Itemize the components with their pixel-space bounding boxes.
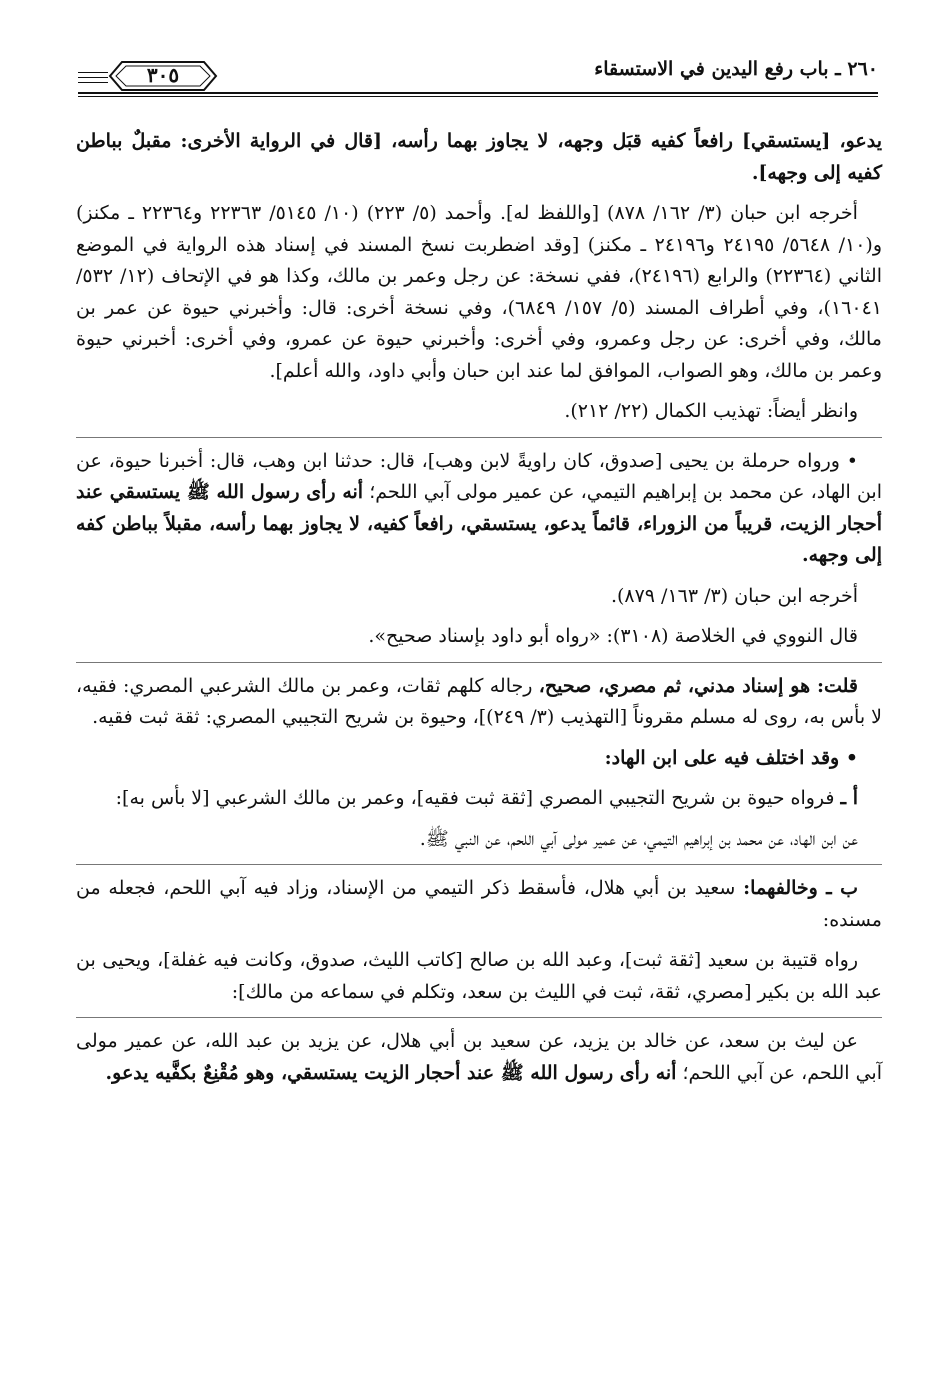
nawawi-text: قال النووي في الخلاصة (٣١٠٨): «رواه أبو داود بإسناد صحيح».	[368, 625, 858, 647]
paragraph-ibn-hibban	[76, 581, 882, 613]
running-title: ٢٦٠ ـ باب رفع اليدين في الاستسقاء	[594, 58, 878, 80]
paragraph-alif	[76, 783, 882, 815]
alif-text: فرواه حيوة بن شريح التجيبي المصري [ثقة ثبت فقيه]، وعمر بن مالك الشرعبي [لا بأس به]:	[115, 787, 835, 809]
paragraph-verdict	[76, 671, 882, 734]
paragraph-ba	[76, 873, 882, 936]
hadith-text: يدعو، [يستسقي] رافعاً كفيه قبَل وجهه، لا يجاوز بهما رأسه، [قال في الرواية الأخرى: مقبلٌ بباطن كفيه إلى وجهه].	[76, 130, 882, 184]
paragraph-final-chain	[76, 1026, 882, 1089]
verdict-text: رجاله كلهم ثقات، وعمر بن مالك الشرعبي المصري: فقيه، لا بأس به، روى له مسلم مقروناً [التهذيب (٣/ ٢٤٩)]، وحيوة بن شريح التجيبي المصري: ثقة ثبت فقيه.	[76, 674, 882, 728]
ikhtilaf-heading: وقد اختلف فيه على ابن الهاد:	[604, 746, 840, 769]
harmala-matn: أنه رأى رسول الله ﷺ يستسقي عند أحجار الزيت، قريباً من الزوراء، قائماً يدعو، يستسقي، رافعاً كفيه، لا يجاوز بهما رأسه، مقبلاً بباطن كفه إلى وجهه.	[76, 481, 882, 566]
verdict-bold: قلت: هو إسناد مدني، ثم مصري، صحيح،	[538, 674, 858, 697]
bullet-icon: •	[839, 449, 858, 472]
paragraph-see-also	[76, 396, 882, 428]
header-ornament-lines	[78, 72, 108, 87]
page-number: ٣٠٥	[146, 63, 180, 87]
alif-chain-text: عن ابن الهاد، عن محمد بن إبراهيم التيمي، عن عمير مولى آبي اللحم، عن النبي ﷺ.	[419, 827, 858, 850]
separator	[76, 437, 882, 438]
takhrij-text: أخرجه ابن حبان (٣/ ١٦٢/ ٨٧٨) [واللفظ له]. وأحمد (٥/ ٢٢٣) (١٠/ ٥١٤٥/ ٢٢٣٦٣ و٢٢٣٦٤ ـ مكنز) و(١٠/ ٥٦٤٨/ ٢٤١٩٥ و٢٤١٩٦ ـ مكنز) [وقد اضطربت نسخ المسند في إسناد هذه الرواية في الموضع الثاني (٢٢٣٦٤) والرابع (٢٤١٩٦)، ففي نسخة: عن رجل وعمر بن مالك، وكذا هو في الإتحاف (١٢/ ٥٣٢/ ١٦٠٤١)، وفي أطراف المسند (٥/ ١٥٧/ ٦٨٤٩)، وفي نسخة أخرى: قال: وأخبرني حيوة عن عمر بن مالك، وفي أخرى: عن رجل وعمرو، وفي أخرى: وأخبرني حيوة عن عمرو، وفي أخرى: أخبرني حيوة وعمر بن مالك، وهو الصواب، الموافق لما عند ابن حبان وأبي داود، والله أعلم].	[76, 202, 882, 382]
paragraph-harmala	[76, 446, 882, 572]
paragraph-hadith-text	[76, 126, 882, 189]
page-header	[78, 54, 878, 100]
paragraph-narrators	[76, 945, 882, 1008]
paragraph-ikhtilaf-heading	[76, 743, 882, 775]
page-number-frame	[108, 54, 218, 98]
ibn-hibban-text: أخرجه ابن حبان (٣/ ١٦٣/ ٨٧٩).	[610, 584, 858, 607]
alif-label: أ ـ	[840, 787, 858, 809]
page-body	[76, 126, 882, 1098]
separator	[76, 864, 882, 865]
ba-label: ب ـ وخالفهما:	[743, 877, 858, 899]
separator	[76, 662, 882, 663]
paragraph-takhrij	[76, 198, 882, 387]
separator	[76, 1017, 882, 1018]
see-also-text: وانظر أيضاً: تهذيب الكمال (٢٢/ ٢١٢).	[564, 400, 858, 422]
paragraph-nawawi	[76, 621, 882, 653]
harmala-chain: ورواه حرملة بن يحيى [صدوق، كان راويةً لابن وهب]، قال: حدثنا ابن وهب، قال: أخبرنا حيوة، عن ابن الهاد، عن محمد بن إبراهيم التيمي، عن عمير مولى آبي اللحم؛	[76, 449, 882, 503]
final-chain-text: عن ليث بن سعد، عن خالد بن يزيد، عن سعيد بن أبي هلال، عن يزيد بن عبد الله، عن عمير مولى آبي اللحم، عن آبي اللحم؛	[76, 1030, 882, 1084]
paragraph-alif-chain	[76, 824, 882, 856]
ba-text: سعيد بن أبي هلال، فأسقط ذكر التيمي من الإسناد، وزاد فيه آبي اللحم، فجعله من مسنده:	[76, 877, 882, 931]
final-matn: أنه رأى رسول الله ﷺ عند أحجار الزيت يستسقي، وهو مُقْنِعٌ بكفَّيه يدعو.	[105, 1061, 677, 1084]
bullet-icon: •	[839, 746, 858, 769]
narrators-text: رواه قتيبة بن سعيد [ثقة ثبت]، وعبد الله بن صالح [كاتب الليث، صدوق، وكانت فيه غفلة]، ويحيى بن عبد الله بن بكير [مصري، ثقة، ثبت في الليث بن سعد، وتكلم في سماعه من مالك]:	[76, 949, 882, 1003]
